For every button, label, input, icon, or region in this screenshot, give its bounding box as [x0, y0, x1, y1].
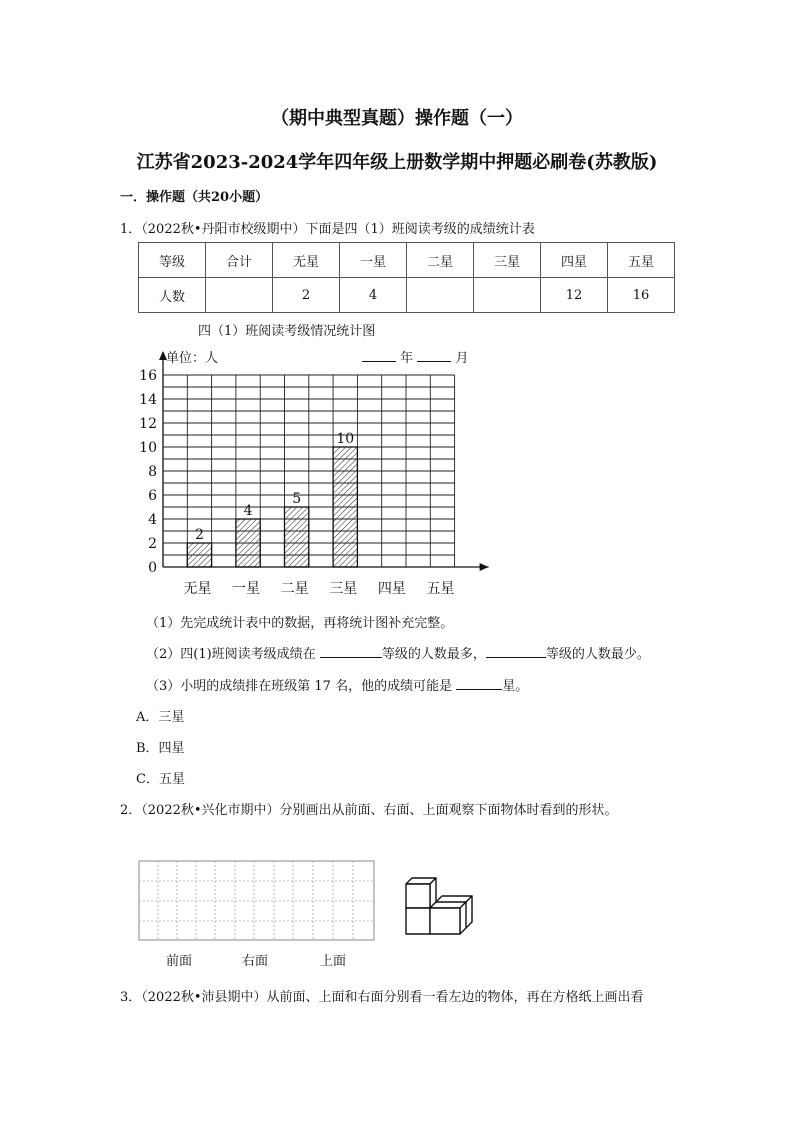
data-label: 5	[292, 491, 302, 507]
y-tick-label: 10	[139, 440, 157, 456]
q1-sub3-part2: 星。	[502, 679, 529, 694]
view-label-right: 右面	[242, 954, 269, 969]
y-tick-label: 12	[139, 416, 157, 432]
question-3-text: 3．（2022秋•沛县期中）从前面、上面和右面分别看一看左边的物体，再在方格纸上画出看	[120, 990, 644, 1005]
year-label: 年	[400, 351, 414, 366]
stats-table	[138, 242, 675, 313]
y-axis-arrow	[159, 351, 167, 360]
y-tick-label: 16	[139, 368, 157, 384]
cube-stack-figure	[400, 872, 476, 940]
table-cell: 4	[340, 278, 407, 313]
chart-title: 四（1）班阅读考级情况统计图	[198, 324, 376, 339]
q1-sub3-part1: （3）小明的成绩排在班级第 17 名，他的成绩可能是	[146, 679, 453, 694]
y-tick-label: 2	[148, 536, 157, 552]
x-tick-label: 三星	[329, 581, 358, 597]
x-tick-label: 二星	[280, 581, 309, 597]
bar-4	[333, 447, 357, 567]
q1-sub2-part2: 等级的人数最多，	[381, 647, 486, 662]
table-cell: 人数	[139, 278, 206, 313]
section-heading: 一．操作题（共20小题）	[120, 190, 269, 205]
table-cell-blank[interactable]	[407, 278, 474, 313]
page-title: （期中典型真题）操作题（一）	[271, 108, 523, 129]
table-header-row	[139, 243, 675, 278]
x-tick-label: 一星	[232, 581, 261, 597]
table-cell: 无星	[273, 243, 340, 278]
bar-2	[236, 519, 260, 567]
chart-unit-label: 单位：人	[166, 351, 219, 366]
table-cell: 合计	[206, 243, 273, 278]
page-subtitle: 江苏省2023-2024学年四年级上册数学期中押题必刷卷(苏教版)	[136, 152, 658, 173]
option-c[interactable]: C．五星	[136, 772, 185, 787]
table-cell: 五星	[608, 243, 675, 278]
x-tick-label: 五星	[426, 581, 455, 597]
dotted-drawing-grid[interactable]	[138, 860, 376, 942]
table-cell: 一星	[340, 243, 407, 278]
data-label: 4	[243, 503, 253, 519]
table-cell: 2	[273, 278, 340, 313]
table-cell: 等级	[139, 243, 206, 278]
answer-blank[interactable]	[456, 675, 502, 690]
table-cell: 16	[608, 278, 675, 313]
x-tick-label: 无星	[183, 581, 212, 597]
table-cell: 三星	[474, 243, 541, 278]
table-cell: 二星	[407, 243, 474, 278]
view-label-top: 上面	[320, 954, 347, 969]
q1-sub2-part1: （2）四(1)班阅读考级成绩在	[146, 647, 316, 662]
x-tick-label: 四星	[377, 581, 406, 597]
y-tick-label: 4	[148, 512, 157, 528]
q1-sub2	[146, 643, 650, 662]
answer-blank[interactable]	[320, 643, 382, 658]
data-label: 10	[336, 431, 355, 447]
y-tick-label: 14	[139, 392, 157, 408]
data-label: 2	[194, 527, 204, 543]
question-1-text: 1．（2022秋•丹阳市校级期中）下面是四（1）班阅读考级的成绩统计表	[120, 222, 535, 237]
y-tick-label: 8	[148, 464, 157, 480]
month-label: 月	[455, 351, 469, 366]
option-a[interactable]: A．三星	[136, 710, 185, 725]
table-cell-blank[interactable]	[474, 278, 541, 313]
question-2-text: 2．（2022秋•兴化市期中）分别画出从前面、右面、上面观察下面物体时看到的形状。	[120, 803, 618, 818]
x-axis-arrow	[480, 563, 489, 571]
y-tick-label: 6	[148, 488, 157, 504]
bar-chart	[120, 350, 520, 600]
q1-sub2-part3: 等级的人数最少。	[545, 647, 650, 662]
q1-sub1: （1）先完成统计表中的数据，再将统计图补充完整。	[146, 616, 454, 631]
table-row	[139, 278, 675, 313]
table-cell: 四星	[541, 243, 608, 278]
bar-1	[187, 543, 211, 567]
y-tick-label: 0	[148, 560, 157, 576]
option-b[interactable]: B．四星	[136, 741, 185, 756]
view-label-front: 前面	[166, 954, 193, 969]
bar-3	[285, 507, 309, 567]
q1-sub3	[146, 675, 528, 694]
table-cell-blank[interactable]	[206, 278, 273, 313]
table-cell: 12	[541, 278, 608, 313]
answer-blank[interactable]	[486, 643, 546, 658]
